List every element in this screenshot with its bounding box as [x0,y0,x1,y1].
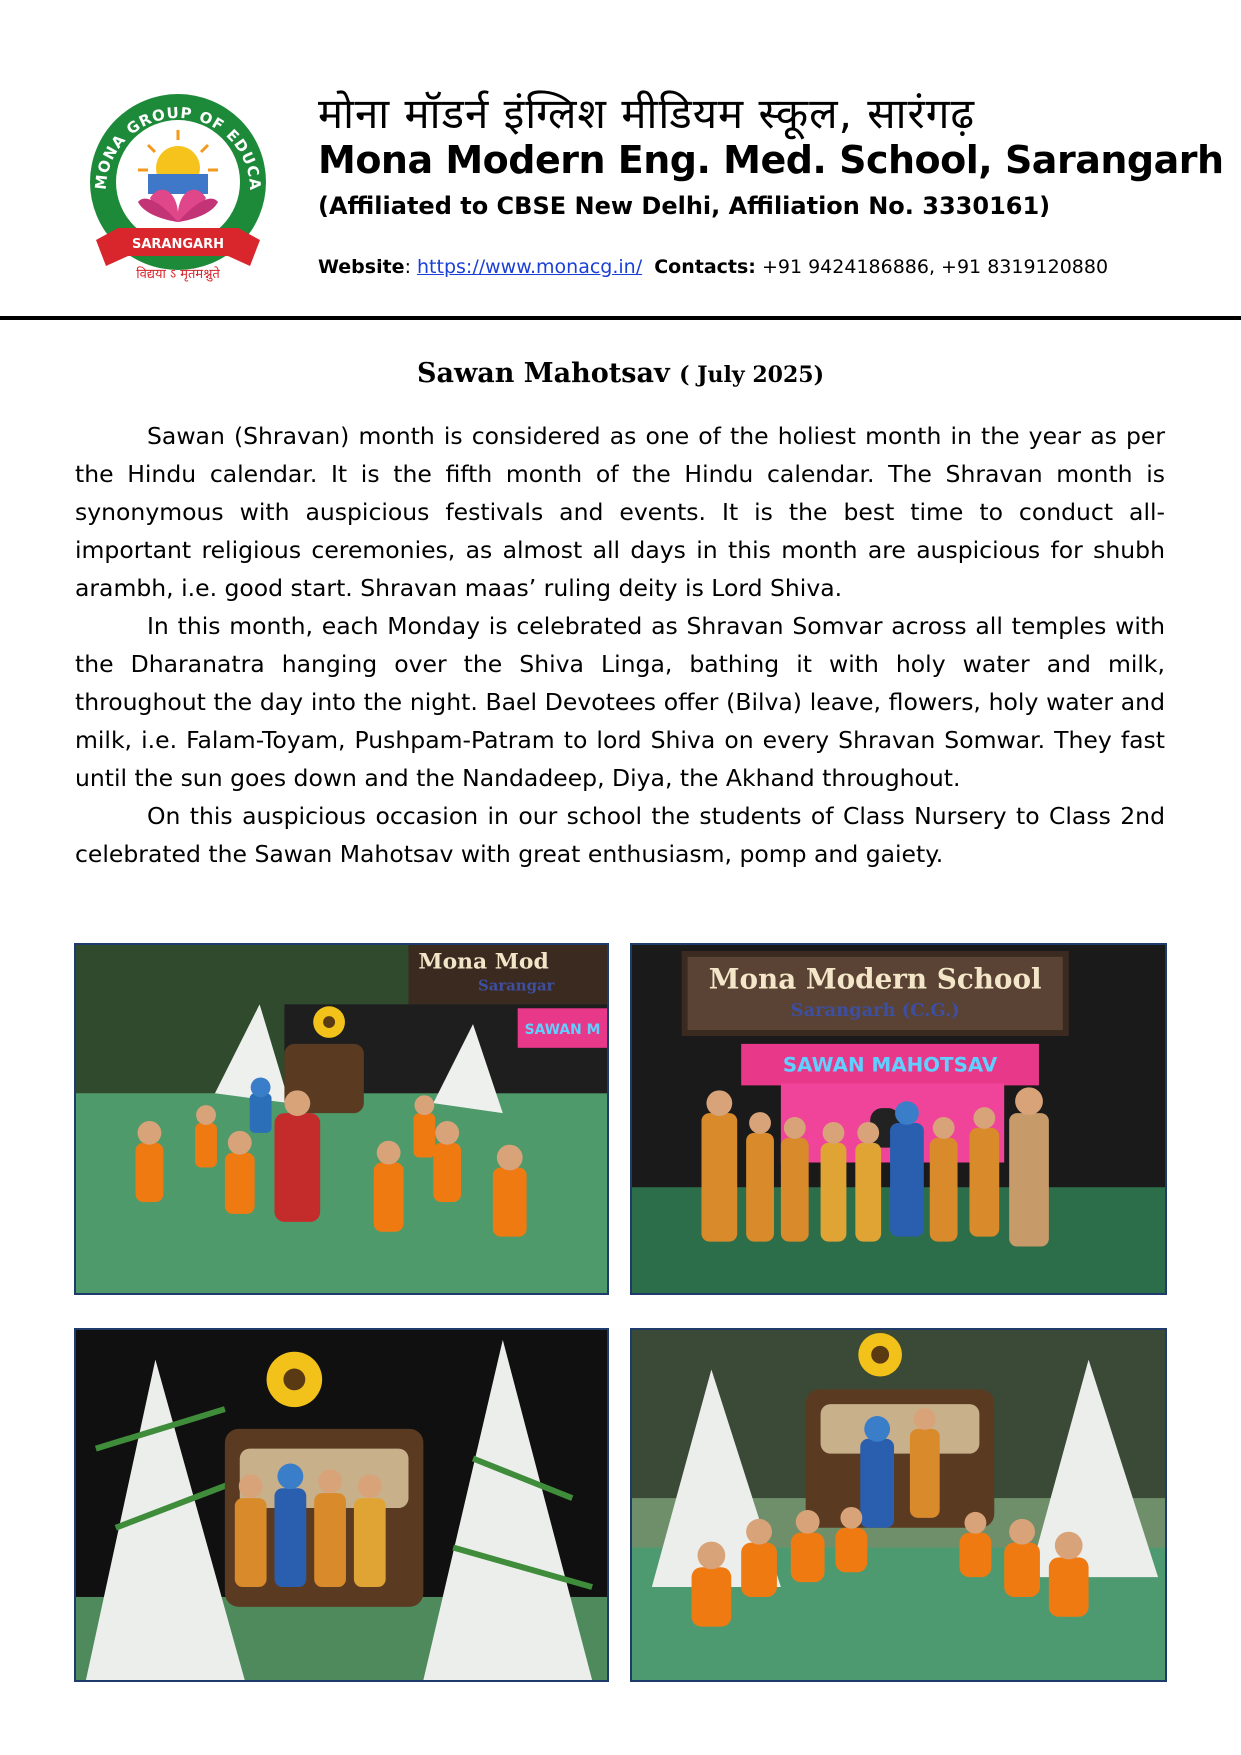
contacts-label: Contacts: [654,256,756,278]
article-body [75,417,1165,873]
logo-ring-text: MONA GROUP OF EDUCA [91,103,265,191]
website-link[interactable]: https://www.monacg.in/ [417,256,643,278]
website-label: Website [318,256,405,278]
paragraph: In this month, each Monday is celebrated as Shravan Somvar across all temples with the Dharanatra hanging over the Shiva Linga, bathing it with holy water and milk, throughout the day into the night. Bael Devotees offer (Bilva) leave, flowers, holy water and milk, i.e. Falam-Toyam, Pushpam-Patram to lord Shiva on every Shravan Somwar. They fast until the sun goes down and the Nandadeep, Diya, the Akhand throughout. [75,612,1165,792]
photo-1-banner-line2: Sarangar [477,976,555,995]
article-title [0,358,1241,389]
school-name-english: Mona Modern Eng. Med. School, Sarangarh [318,138,1224,182]
photo-2-banner-line2: Sarangarh (C.G.) [790,1000,960,1022]
contact-line: Website: https://www.monacg.in/ Contacts: +91 9424186886, +91 8319120880 [318,256,1109,278]
event-photo-3 [74,1328,609,1682]
photo-2-banner-line1: Mona Modern School [708,962,1042,996]
photo-1-sign: SAWAN M [524,1022,601,1038]
logo-motto: विद्यया ऽ मृतंमश्नुते [136,267,220,282]
contacts-value: +91 9424186886, +91 8319120880 [761,256,1109,278]
header-divider [0,316,1241,320]
article-title-text: Sawan Mahotsav [417,358,670,389]
school-logo [78,90,278,290]
article-title-date: ( July 2025) [679,362,824,388]
paragraph: Sawan (Shravan) month is considered as one of the holiest month in the year as per the Hindu calendar. It is the fifth month of the Hindu calendar. The Shravan month is synonymous with auspicious festivals and events. It is the best time to conduct all-important religious ceremonies, as almost all days in this month are auspicious for shubh arambh, i.e. good start. Shravan maas’ ruling deity is Lord Shiva. [75,422,1165,602]
event-photo-2 [630,943,1167,1295]
school-name-hindi: मोना मॉडर्न इंग्लिश मीडियम स्कूल, सारंगढ़ [318,89,976,138]
paragraph: On this auspicious occasion in our school the students of Class Nursery to Class 2nd celebrated the Sawan Mahotsav with great enthusiasm, pomp and gaiety. [75,802,1165,868]
affiliation-line: (Affiliated to CBSE New Delhi, Affiliation No. 3330161) [318,192,1051,220]
photo-1-banner-line1: Mona Mod [418,949,549,975]
event-photo-1 [74,943,609,1295]
event-photo-4 [630,1328,1167,1682]
photo-2-sign: SAWAN MAHOTSAV [782,1053,998,1077]
logo-ribbon-text: SARANGARH [132,237,224,252]
